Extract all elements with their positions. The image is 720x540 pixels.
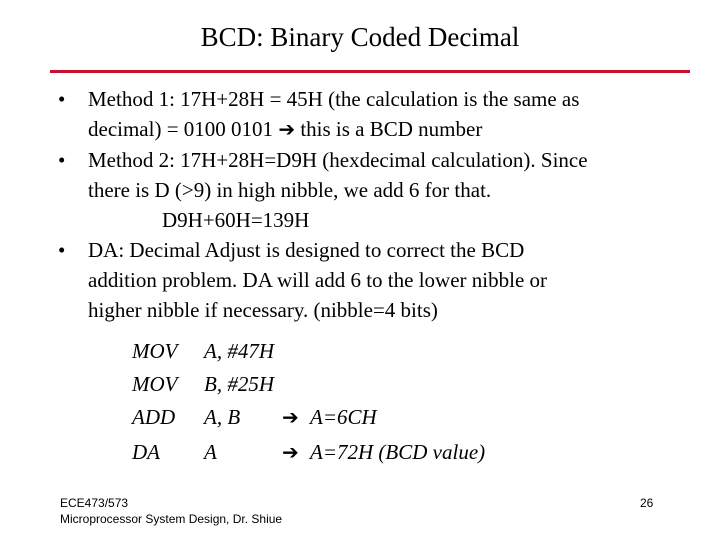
bullet-dot: • [58, 148, 66, 172]
bullet-da [58, 235, 708, 325]
code-operands: B, #25H [204, 372, 274, 396]
code-operands: A, B [204, 405, 241, 429]
bullet-text: Method 2: 17H+28H=D9H (hexdecimal calculation). Since [88, 148, 588, 172]
title-divider [50, 70, 690, 73]
arrow-icon: ➔ [282, 442, 299, 464]
bullet-text-continued: higher nibble if necessary. (nibble=4 bits) [88, 298, 438, 322]
code-result: A=6CH [310, 405, 377, 429]
bullet-text: DA: Decimal Adjust is designed to correct the BCD [88, 238, 525, 262]
slide-title: BCD: Binary Coded Decimal [200, 22, 520, 52]
code-opcode: DA [132, 440, 160, 464]
bullet-text-continued: decimal) = 0100 0101 ➔ this is a BCD number [88, 117, 483, 141]
code-opcode: MOV [132, 372, 178, 396]
footer-course: ECE473/573 [60, 496, 129, 510]
bullet-text-continued: there is D (>9) in high nibble, we add 6 for that. [88, 178, 492, 202]
arrow-icon: ➔ [278, 119, 296, 141]
code-operands: A [204, 440, 217, 464]
bullet-method-1 [58, 84, 708, 145]
footer-subtitle: Microprocessor System Design, Dr. Shiue [60, 512, 283, 526]
bullet-dot: • [58, 87, 66, 111]
bullet-dot: • [58, 238, 66, 262]
calculation-line: D9H+60H=139H [162, 208, 310, 232]
bullet-text: Method 1: 17H+28H = 45H (the calculation is the same as [88, 87, 580, 111]
code-opcode: ADD [132, 405, 176, 429]
page-number: 26 [640, 496, 654, 510]
code-operands: A, #47H [204, 339, 274, 363]
code-result: A=72H (BCD value) [310, 440, 486, 464]
bullet-text-continued: addition problem. DA will add 6 to the lower nibble or [88, 268, 548, 292]
bullet-list [58, 84, 708, 325]
code-opcode: MOV [132, 339, 178, 363]
bullet-method-2 [58, 145, 708, 235]
arrow-icon: ➔ [282, 407, 299, 429]
footer-info [60, 495, 282, 527]
